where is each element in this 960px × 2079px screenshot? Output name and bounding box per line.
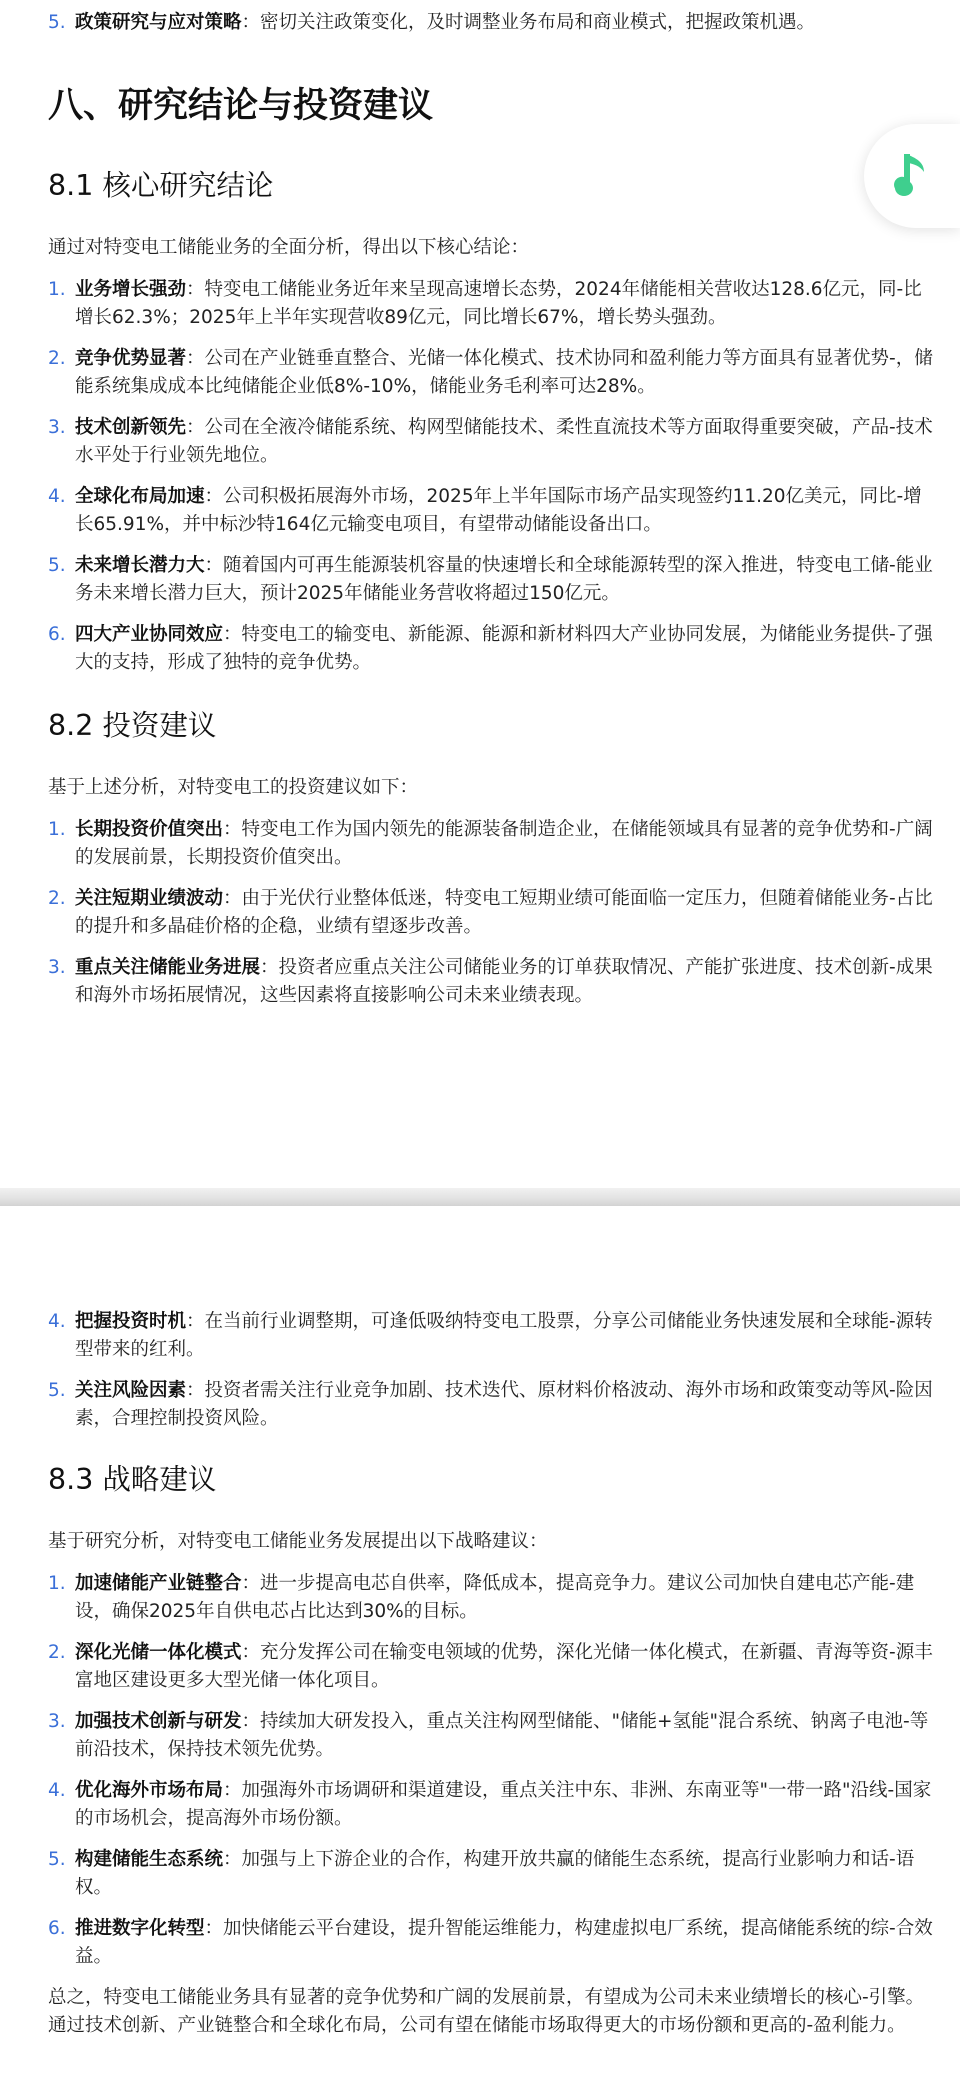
list-item: 3. 加强技术创新与研发：持续加大研发投入，重点关注构网型储能、"储能+氢能"混合系统、钠离子电池-等前沿技术，保持技术领先优势。 (48, 1711, 929, 1760)
section-intro: 基于研究分析，对特变电工储能业务发展提出以下战略建议： (48, 1531, 548, 1552)
section-intro: 基于上述分析，对特变电工的投资建议如下： (48, 777, 419, 798)
list-item: 5. 政策研究与应对策略：密切关注政策变化，及时调整业务布局和商业模式，把握政策机遇。 (48, 12, 816, 33)
section-heading-8-1: 8.1 核心研究结论 (48, 169, 274, 202)
list-item: 2. 关注短期业绩波动：由于光伏行业整体低迷，特变电工短期业绩可能面临一定压力，但随着储能业务-占比的提升和多晶硅价格的企稳，业绩有望逐步改善。 (48, 888, 933, 937)
chapter-heading: 八、研究结论与投资建议 (48, 86, 434, 126)
list-item: 6. 推进数字化转型：加快储能云平台建设，提升智能运维能力，构建虚拟电厂系统，提高储能系统的综-合效益。 (48, 1918, 933, 1967)
document-page-2 (0, 1206, 960, 2079)
list-item: 1. 加速储能产业链整合：进一步提高电芯自供率，降低成本，提高竞争力。建议公司加快自建电芯产能-建设，确保2025年自供电芯占比达到30%的目标。 (48, 1573, 915, 1622)
list-continuation (48, 9, 934, 50)
strategy-list (48, 1570, 934, 1971)
list-item: 3. 重点关注储能业务进展：投资者应重点关注公司储能业务的订单获取情况、产能扩张进度、技术创新-成果和海外市场拓展情况，这些因素将直接影响公司未来业绩表现。 (48, 957, 933, 1006)
section-heading-8-2: 8.2 投资建议 (48, 709, 217, 742)
chapter-section (48, 84, 934, 1023)
list-item: 4. 全球化布局加速：公司积极拓展海外市场，2025年上半年国际市场产品实现签约11.20亿美元，同比-增长65.91%，并中标沙特164亿元输变电项目，有望带动储能设备出口。 (48, 486, 922, 535)
music-floating-button[interactable] (864, 124, 960, 228)
list-item: 2. 深化光储一体化模式：充分发挥公司在输变电领域的优势，深化光储一体化模式，在新疆、青海等资-源丰富地区建设更多大型光储一体化项目。 (48, 1642, 933, 1691)
list-item: 3. 技术创新领先：公司在全液冷储能系统、构网型储能技术、柔性直流技术等方面取得重要突破，产品-技术水平处于行业领先地位。 (48, 417, 933, 466)
list-item: 1. 长期投资价值突出：特变电工作为国内领先的能源装备制造企业，在储能领域具有显著的竞争优势和-广阔的发展前景，长期投资价值突出。 (48, 819, 933, 868)
list-item: 1. 业务增长强劲：特变电工储能业务近年来呈现高速增长态势，2024年储能相关营收达128.6亿元，同-比增长62.3%；2025年上半年实现营收89亿元，同比增长67%，增长势头强劲。 (48, 279, 922, 328)
conclusions-list (48, 276, 934, 677)
music-note-icon (894, 152, 930, 200)
list-item: 4. 优化海外市场布局：加强海外市场调研和渠道建设，重点关注中东、非洲、东南亚等"一带一路"沿线-国家的市场机会，提高海外市场份额。 (48, 1780, 932, 1829)
section-heading-8-3: 8.3 战略建议 (48, 1463, 217, 1496)
list-item: 5. 构建储能生态系统：加强与上下游企业的合作，构建开放共赢的储能生态系统，提高行业影响力和话-语权。 (48, 1849, 915, 1898)
list-item: 5. 未来增长潜力大：随着国内可再生能源装机容量的快速增长和全球能源转型的深入推进，特变电工储-能业务未来增长潜力巨大，预计2025年储能业务营收将超过150亿元。 (48, 555, 933, 604)
list-item: 2. 竞争优势显著：公司在产业链垂直整合、光储一体化模式、技术协同和盈利能力等方面具有显著优势-，储能系统集成成本比纯储能企业低8%-10%，储能业务毛利率可达28%。 (48, 348, 933, 397)
continued-section (48, 1308, 934, 2054)
list-item: 5. 关注风险因素：投资者需关注行业竞争加剧、技术迭代、原材料价格波动、海外市场和政策变动等风-险因素，合理控制投资风险。 (48, 1380, 933, 1429)
section-intro: 通过对特变电工储能业务的全面分析，得出以下核心结论： (48, 237, 530, 258)
investment-advice-list-continued (48, 1308, 934, 1433)
investment-advice-list (48, 816, 934, 1010)
summary-paragraph: 总之，特变电工储能业务具有显著的竞争优势和广阔的发展前景，有望成为公司未来业绩增长的核心-引擎。通过技术创新、产业链整合和全球化布局，公司有望在储能市场取得更大的市场份额和更高的-盈利能力。 (48, 1987, 925, 2036)
page-separator (0, 1188, 960, 1206)
list-item: 4. 把握投资时机：在当前行业调整期，可逢低吸纳特变电工股票，分享公司储能业务快速发展和全球能-源转型带来的红利。 (48, 1311, 933, 1360)
list-item: 6. 四大产业协同效应：特变电工的输变电、新能源、能源和新材料四大产业协同发展，为储能业务提供-了强大的支持，形成了独特的竞争优势。 (48, 624, 933, 673)
